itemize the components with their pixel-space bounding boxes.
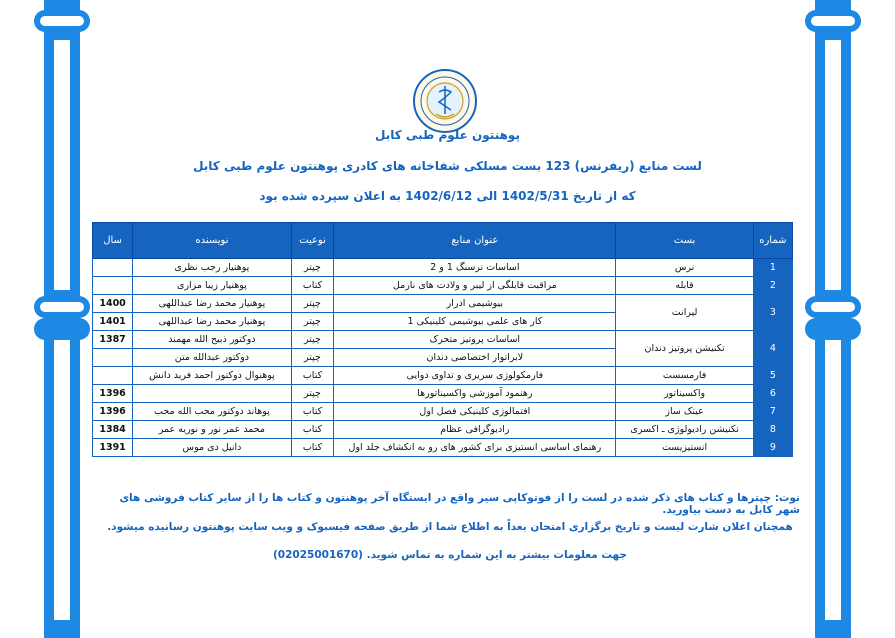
year-cell: 1401 bbox=[93, 313, 133, 331]
author-cell: پوهنیار محمد رضا عبداللهی bbox=[133, 313, 292, 331]
col-title: عنوان منابع bbox=[334, 223, 616, 259]
year-cell bbox=[93, 277, 133, 295]
row-number: 8 bbox=[753, 421, 792, 439]
post-cell: انستیزیست bbox=[616, 439, 753, 457]
table-row bbox=[93, 331, 793, 349]
row-number: 1 bbox=[753, 259, 792, 277]
type-cell: چپتر bbox=[291, 385, 334, 403]
post-cell: فارمسست bbox=[616, 367, 753, 385]
title-cell: افتمالوژی کلینیکی فصل اول bbox=[334, 403, 616, 421]
right-pillar-decoration bbox=[805, 0, 861, 638]
row-number: 4 bbox=[753, 331, 792, 367]
references-table bbox=[92, 222, 793, 457]
left-pillar-decoration bbox=[34, 0, 90, 638]
year-cell bbox=[93, 367, 133, 385]
title-cell: مراقبت قابلگی از لیبر و ولادت های نارمل bbox=[334, 277, 616, 295]
document-title: لست منابع (ریفرنس) 123 بست مسلکی شفاخانه های کادری پوهنتون علوم طبی کابل bbox=[193, 159, 702, 173]
author-cell: دوکتور عبدالله متن bbox=[133, 349, 292, 367]
table-row bbox=[93, 403, 793, 421]
col-post: بست bbox=[616, 223, 753, 259]
title-cell: رادیوگرافی عظام bbox=[334, 421, 616, 439]
title-cell: کار های علمی بیوشیمی کلینیکی 1 bbox=[334, 313, 616, 331]
table-row bbox=[93, 439, 793, 457]
author-cell: پوهنوال دوکتور احمد فرید دانش bbox=[133, 367, 292, 385]
university-logo bbox=[412, 68, 478, 134]
row-number: 2 bbox=[753, 277, 792, 295]
table-row bbox=[93, 385, 793, 403]
col-number: شماره bbox=[753, 223, 792, 259]
table-row bbox=[93, 259, 793, 277]
author-cell bbox=[133, 385, 292, 403]
title-cell: اساسات نرسنگ 1 و 2 bbox=[334, 259, 616, 277]
type-cell: چپتر bbox=[291, 259, 334, 277]
year-cell bbox=[93, 259, 133, 277]
col-author: نویسنده bbox=[133, 223, 292, 259]
type-cell: کتاب bbox=[291, 421, 334, 439]
year-cell: 1396 bbox=[93, 385, 133, 403]
institution-name: پوهنتون علوم طبی کابل bbox=[375, 128, 520, 142]
type-cell: چپتر bbox=[291, 331, 334, 349]
note-contact-line: جهت معلومات بیشتر به این شماره به تماس شوید. (02025001670) bbox=[272, 549, 627, 561]
author-cell: پوهنیار محمد رضا عبداللهی bbox=[133, 295, 292, 313]
col-type: نوعیت bbox=[291, 223, 334, 259]
row-number: 7 bbox=[753, 403, 792, 421]
row-number: 6 bbox=[753, 385, 792, 403]
post-cell: عینک ساز bbox=[616, 403, 753, 421]
table-header-row bbox=[93, 223, 793, 259]
table-row bbox=[93, 277, 793, 295]
type-cell: کتاب bbox=[291, 277, 334, 295]
year-cell: 1387 bbox=[93, 331, 133, 349]
col-year: سال bbox=[93, 223, 133, 259]
row-number: 9 bbox=[753, 439, 792, 457]
year-cell: 1400 bbox=[93, 295, 133, 313]
year-cell: 1384 bbox=[93, 421, 133, 439]
title-cell: اساسات پروتیز متحرک bbox=[334, 331, 616, 349]
post-cell: واکسیناتور bbox=[616, 385, 753, 403]
title-cell: فارمکولوژی سریری و تداوی دوایی bbox=[334, 367, 616, 385]
title-cell: رهنمای اساسی انستیزی برای کشور های رو به انکشاف جلد اول bbox=[334, 439, 616, 457]
post-cell: قابله bbox=[616, 277, 753, 295]
table-row bbox=[93, 295, 793, 313]
post-cell: لیرانت bbox=[616, 295, 753, 331]
type-cell: چپتر bbox=[291, 295, 334, 313]
note-line-1: نوت: چپترها و کتاب های ذکر شده در لست را از فوتوکاپی سیر واقع در ایستگاه آخر پوهنتون و کتاب ها را از سایر کتاب فروشی های شهر کابل به دست بیاورید. bbox=[119, 492, 800, 516]
table-row bbox=[93, 421, 793, 439]
type-cell: چپتر bbox=[291, 349, 334, 367]
type-cell: کتاب bbox=[291, 403, 334, 421]
document-subtitle: که از تاریخ 1402/5/31 الی 1402/6/12 به اعلان سپرده شده بود bbox=[259, 189, 636, 203]
title-cell: لابراتوار اختصاصی دندان bbox=[334, 349, 616, 367]
author-cell: دانیل دی موس bbox=[133, 439, 292, 457]
row-number: 3 bbox=[753, 295, 792, 331]
type-cell: کتاب bbox=[291, 439, 334, 457]
type-cell: چپتر bbox=[291, 313, 334, 331]
type-cell: کتاب bbox=[291, 367, 334, 385]
note-line-2: همچنان اعلان شارت لیست و تاریخ برگزاری امتحان بعداً به اطلاع شما از طریق صفحه فیسبوک و ویب سایت پوهنتون رسانیده میشود. bbox=[107, 521, 793, 533]
table-row bbox=[93, 367, 793, 385]
author-cell: پوهنیار رجب نظری bbox=[133, 259, 292, 277]
year-cell: 1391 bbox=[93, 439, 133, 457]
author-cell: دوکتور ذبیح الله مهمند bbox=[133, 331, 292, 349]
title-cell: رهنمود آموزشی واکسیناتورها bbox=[334, 385, 616, 403]
post-cell: تکنیشن رادیولوژی ـ اکسری bbox=[616, 421, 753, 439]
title-cell: بیوشیمی ادرار bbox=[334, 295, 616, 313]
author-cell: پوهاند دوکتور محب الله محب bbox=[133, 403, 292, 421]
post-cell: تکنیشن پروتیز دندان bbox=[616, 331, 753, 367]
author-cell: پوهنیار زیبا مزاری bbox=[133, 277, 292, 295]
author-cell: محمد عمر نور و نوریه عمر bbox=[133, 421, 292, 439]
post-cell: نرس bbox=[616, 259, 753, 277]
row-number: 5 bbox=[753, 367, 792, 385]
year-cell: 1396 bbox=[93, 403, 133, 421]
year-cell bbox=[93, 349, 133, 367]
